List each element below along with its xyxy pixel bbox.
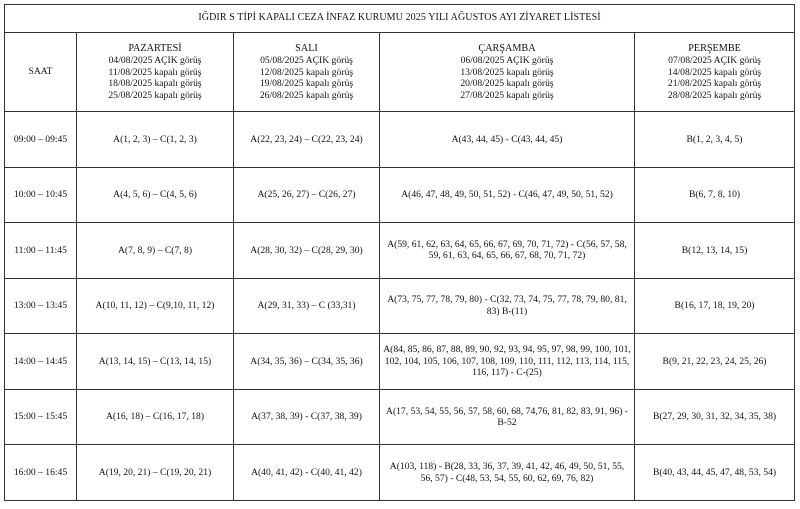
visit-schedule-table: [4, 4, 795, 501]
tuesday-cell: A(29, 31, 33) – C (33,31): [234, 278, 380, 334]
table-row: [5, 334, 795, 390]
date-line: 06/08/2025 AÇIK görüş: [460, 55, 554, 67]
date-line: 12/08/2025 kapalı görüş: [259, 66, 354, 78]
monday-cell: A(16, 18) – C(16, 17, 18): [77, 389, 234, 445]
thursday-cell: B(12, 13, 14, 15): [635, 223, 795, 279]
table-row: [5, 445, 795, 501]
thursday-cell: B(16, 17, 18, 19, 20): [635, 278, 795, 334]
table-row: [5, 278, 795, 334]
date-line: 18/08/2025 kapalı görüş: [108, 78, 202, 90]
table-row: [5, 223, 795, 279]
table-row: [5, 112, 795, 168]
wednesday-cell: A(73, 75, 77, 78, 79, 80) - C(32, 73, 74, 75, 77, 78, 79, 80, 81, 83) B-(11): [380, 278, 635, 334]
thursday-cell: B(27, 29, 30, 31, 32, 34, 35, 38): [635, 389, 795, 445]
tuesday-cell: A(40, 41, 42) - C(40, 41, 42): [234, 445, 380, 501]
day-name: ÇARŞAMBA: [478, 42, 536, 54]
wednesday-cell: A(46, 47, 48, 49, 50, 51, 52) - C(46, 47, 49, 50, 51, 52): [380, 167, 635, 223]
monday-cell: A(4, 5, 6) – C(4, 5, 6): [77, 167, 234, 223]
date-line: 07/08/2025 AÇIK görüş: [668, 55, 761, 67]
wednesday-cell: A(17, 53, 54, 55, 56, 57, 58, 60, 68, 74,76, 81, 82, 83, 91, 96) - B-52: [380, 389, 635, 445]
day-name: SALI: [295, 42, 318, 54]
time-slot: 16:00 – 16:45: [5, 445, 77, 501]
date-line: 26/08/2025 kapalı görüş: [259, 89, 354, 101]
day-header-monday: [77, 32, 234, 111]
wednesday-cell: A(103, 118) - B(28, 33, 36, 37, 39, 41, 42, 46, 49, 50, 51, 55, 56, 57) - C(48, 53, 54, 55, 60, 62, 69, 76, 82): [380, 445, 635, 501]
time-slot: 09:00 – 09:45: [5, 112, 77, 168]
tuesday-cell: A(28, 30, 32) – C(28, 29, 30): [234, 223, 380, 279]
wednesday-cell: A(84, 85, 86, 87, 88, 89, 90, 92, 93, 94, 95, 97, 98, 99, 100, 101, 102, 104, 105, 106, 107, 108, 109, 110, 111, 112, 113, 114, 115, 116, 117) - C-(25): [380, 334, 635, 390]
monday-cell: A(1, 2, 3) – C(1, 2, 3): [77, 112, 234, 168]
time-slot: 15:00 – 15:45: [5, 389, 77, 445]
day-header-thursday: [635, 32, 795, 111]
table-row: [5, 389, 795, 445]
day-header-wednesday: [380, 32, 635, 111]
date-line: 21/08/2025 kapalı görüş: [667, 78, 762, 90]
thursday-cell: B(6, 7, 8, 10): [635, 167, 795, 223]
tuesday-cell: A(25, 26, 27) – C(26, 27): [234, 167, 380, 223]
header-row: [5, 32, 795, 111]
date-line: 11/08/2025 kapalı görüş: [108, 66, 202, 78]
date-line: 20/08/2025 kapalı görüş: [460, 78, 554, 90]
monday-cell: A(13, 14, 15) – C(13, 14, 15): [77, 334, 234, 390]
date-line: 27/08/2025 kapalı görüş: [460, 89, 554, 101]
date-line: 05/08/2025 AÇIK görüş: [260, 55, 353, 67]
time-column-header: SAAT: [5, 32, 77, 111]
monday-cell: A(10, 11, 12) – C(9,10, 11, 12): [77, 278, 234, 334]
monday-cell: A(19, 20, 21) – C(19, 20, 21): [77, 445, 234, 501]
thursday-cell: B(9, 21, 22, 23, 24, 25, 26): [635, 334, 795, 390]
tuesday-cell: A(22, 23, 24) – C(22, 23, 24): [234, 112, 380, 168]
monday-cell: A(7, 8, 9) – C(7, 8): [77, 223, 234, 279]
time-slot: 14:00 – 14:45: [5, 334, 77, 390]
day-name: PAZARTESİ: [128, 42, 182, 54]
date-line: 13/08/2025 kapalı görüş: [460, 66, 554, 78]
day-header-tuesday: [234, 32, 380, 111]
table-row: [5, 167, 795, 223]
wednesday-cell: A(43, 44, 45) - C(43, 44, 45): [380, 112, 635, 168]
thursday-cell: B(40, 43, 44, 45, 47, 48, 53, 54): [635, 445, 795, 501]
time-slot: 10:00 – 10:45: [5, 167, 77, 223]
day-name: PERŞEMBE: [688, 42, 741, 54]
date-line: 14/08/2025 kapalı görüş: [667, 66, 762, 78]
time-slot: 13:00 – 13:45: [5, 278, 77, 334]
wednesday-cell: A(59, 61, 62, 63, 64, 65, 66, 67, 69, 70, 71, 72) - C(56, 57, 58, 59, 61, 63, 64, 65, 66, 67, 68, 70, 71, 72): [380, 223, 635, 279]
date-line: 25/08/2025 kapalı görüş: [108, 89, 202, 101]
tuesday-cell: A(37, 38, 39) - C(37, 38, 39): [234, 389, 380, 445]
date-line: 04/08/2025 AÇIK görüş: [108, 55, 202, 67]
tuesday-cell: A(34, 35, 36) – C(34, 35, 36): [234, 334, 380, 390]
thursday-cell: B(1, 2, 3, 4, 5): [635, 112, 795, 168]
date-line: 28/08/2025 kapalı görüş: [667, 89, 762, 101]
date-line: 19/08/2025 kapalı görüş: [259, 78, 354, 90]
table-title: IĞDIR S TİPİ KAPALI CEZA İNFAZ KURUMU 2025 YILI AĞUSTOS AYI ZİYARET LİSTESİ: [5, 5, 795, 33]
time-slot: 11:00 – 11:45: [5, 223, 77, 279]
